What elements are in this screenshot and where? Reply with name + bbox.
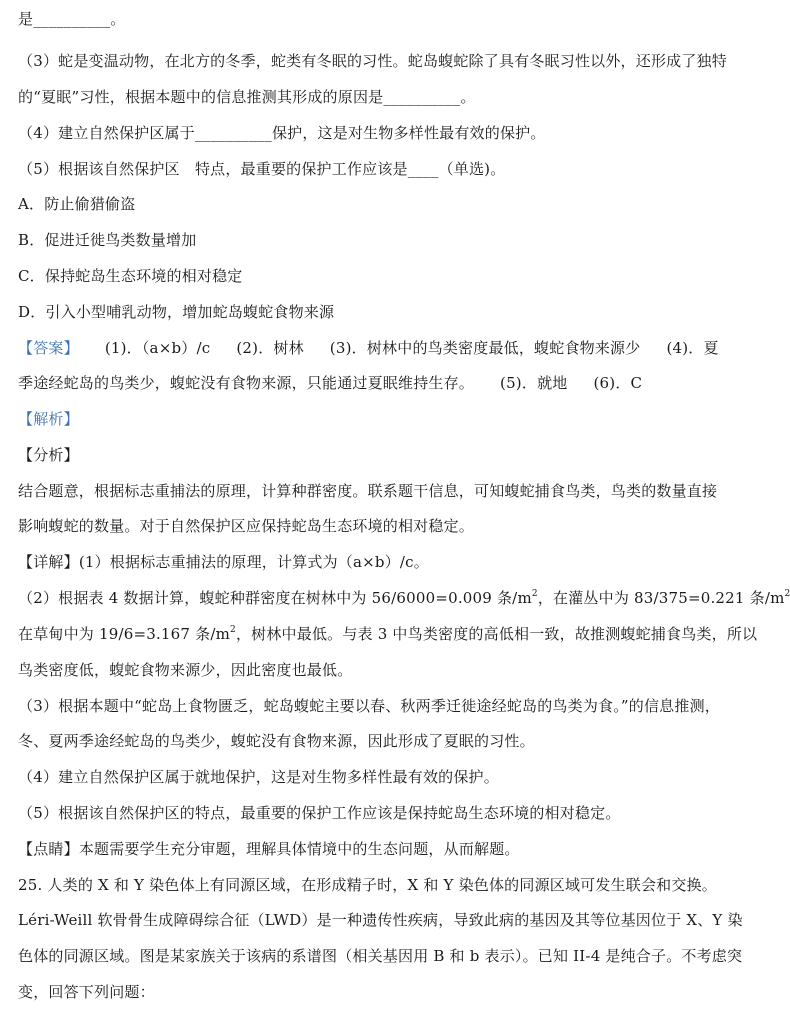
answer-2: (2)．树林 — [236, 339, 304, 357]
answer-line-2 — [18, 372, 775, 394]
detail-1: (1）根据标志重捕法的原理，计算式为（a×b）/c。 — [78, 553, 429, 571]
option-a: A．防止偷猎偷盗 — [18, 195, 136, 213]
answer-6: (6)．C — [593, 374, 643, 392]
detail-2-cont: 鸟类密度低，蝮蛇食物来源少，因此密度也最低。 — [18, 661, 353, 679]
detail-2 — [18, 587, 790, 609]
question-25-text: 色体的同源区域。图是某家族关于该病的系谱图（相关基因用 B 和 b 表示）。已知 II-4 是纯合子。不考虑突 — [18, 947, 743, 965]
answer-line — [18, 337, 775, 359]
detail-2-part: 在草甸中为 19/6=3.167 条/m — [18, 625, 231, 643]
answer-1: (1)．（a×b）/c — [104, 339, 211, 357]
answer-3: (3)．树林中的鸟类密度最低，蝮蛇食物来源少 — [329, 339, 641, 357]
detail-tag: 【详解】 — [18, 553, 79, 571]
text-line: 的“夏眠”习性，根据本题中的信息推测其形成的原因是__________。 — [18, 88, 476, 106]
detail-2-part: ，在灌丛中为 83/375=0.221 条/m — [537, 589, 785, 607]
superscript: 2 — [531, 589, 538, 599]
superscript: 2 — [784, 589, 790, 599]
answer-4: (4)．夏 — [666, 339, 719, 357]
detail-2-part: （2）根据表 4 数据计算，蝮蛇种群密度在树林中为 56/6000=0.009 条/m — [18, 589, 532, 607]
detail-2-cont — [18, 623, 775, 645]
answer-5: (5)．就地 — [500, 374, 568, 392]
question-3-text: （3）蛇是变温动物，在北方的冬季，蛇类有冬眠的习性。蛇岛蝮蛇除了具有冬眠习性以外，还形成了独特 — [18, 52, 727, 70]
answer-4-cont: 季途经蛇岛的鸟类少，蝮蛇没有食物来源，只能通过夏眠维持生存。 — [18, 374, 475, 392]
fenxi-tag: 【分析】 — [18, 446, 79, 464]
detail-3: （3）根据本题中“蛇岛上食物匮乏，蛇岛蝮蛇主要以春、秋两季迁徙途经蛇岛的鸟类为食。”的信息推测， — [18, 697, 720, 715]
option-c: C．保持蛇岛生态环境的相对稳定 — [18, 267, 243, 285]
analysis-text: 影响蝮蛇的数量。对于自然保护区应保持蛇岛生态环境的相对稳定。 — [18, 517, 475, 535]
text-line: 是__________。 — [18, 10, 126, 28]
detail-5: （5）根据该自然保护区的特点，最重要的保护工作应该是保持蛇岛生态环境的相对稳定。 — [18, 804, 621, 822]
detail-3-cont: 冬、夏两季途经蛇岛的鸟类少，蝮蛇没有食物来源，因此形成了夏眠的习性。 — [18, 732, 535, 750]
dianjing-tag: 【点睛】 — [18, 840, 79, 858]
option-b: B．促进迁徙鸟类数量增加 — [18, 231, 197, 249]
superscript: 2 — [230, 625, 236, 635]
question-5-text: （5）根据该自然保护区 特点，最重要的保护工作应该是____（单选)。 — [18, 160, 506, 178]
question-25-text: 变，回答下列问题： — [18, 983, 155, 1001]
analysis-text: 结合题意，根据标志重捕法的原理，计算种群密度。联系题干信息，可知蝮蛇捕食鸟类，鸟类的数量直接 — [18, 482, 718, 500]
option-d: D．引入小型哺乳动物，增加蛇岛蝮蛇食物来源 — [18, 303, 335, 321]
detail-line — [18, 551, 775, 573]
answer-tag: 【答案】 — [18, 339, 79, 357]
detail-4: （4）建立自然保护区属于就地保护，这是对生物多样性最有效的保护。 — [18, 768, 499, 786]
question-4-text: （4）建立自然保护区属于__________保护，这是对生物多样性最有效的保护。 — [18, 124, 546, 142]
question-25: 25. 人类的 X 和 Y 染色体上有同源区域，在形成精子时，X 和 Y 染色体的同源区域可发生联会和交换。 — [18, 876, 717, 894]
dianjing-line — [18, 838, 775, 860]
detail-2-part: ，树林中最低。与表 3 中鸟类密度的高低相一致，故推测蝮蛇捕食鸟类，所以 — [235, 625, 758, 643]
analysis-tag: 【解析】 — [18, 410, 79, 428]
dianjing-text: 本题需要学生充分审题，理解具体情境中的生态问题，从而解题。 — [78, 840, 520, 858]
question-25-text: Léri-Weill 软骨骨生成障碍综合征（LWD）是一种遗传性疾病，导致此病的基因及其等位基因位于 X、Y 染 — [18, 911, 743, 929]
